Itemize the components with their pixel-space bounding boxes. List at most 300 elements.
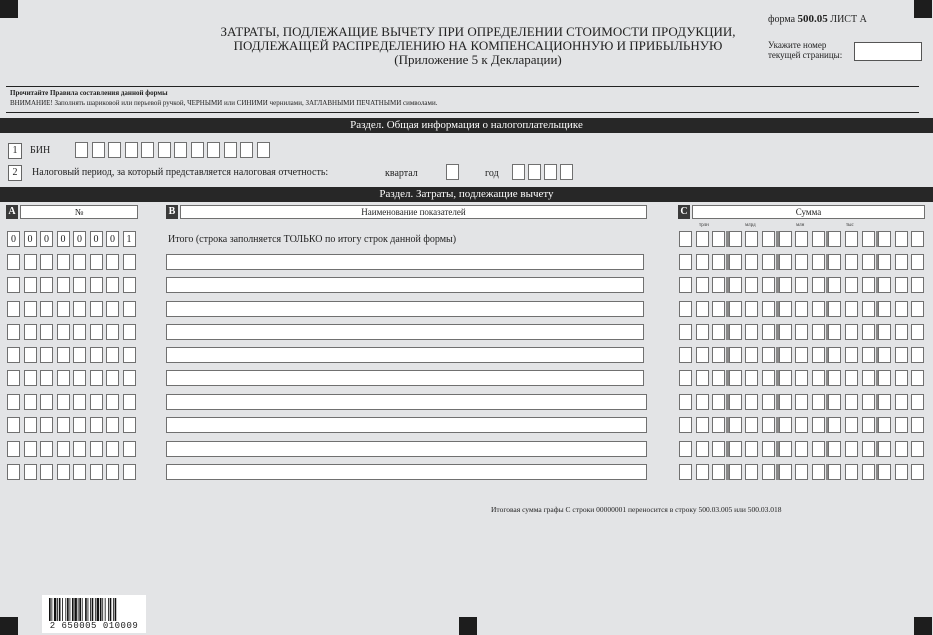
sum-digit-cell[interactable] bbox=[878, 324, 891, 340]
sum-digit-cell[interactable] bbox=[812, 370, 825, 386]
bin-digit-cell[interactable] bbox=[174, 142, 187, 158]
sum-digit-cell[interactable] bbox=[712, 370, 725, 386]
row-number-cell[interactable] bbox=[24, 254, 37, 270]
row-number-cell[interactable] bbox=[106, 370, 119, 386]
sum-digit-cell[interactable] bbox=[812, 464, 825, 480]
row-number-cell[interactable] bbox=[106, 417, 119, 433]
sum-digit-cell[interactable] bbox=[895, 301, 908, 317]
sum-digit-cell[interactable] bbox=[779, 324, 792, 340]
sum-digit-cell[interactable] bbox=[911, 394, 924, 410]
row-number-cell[interactable] bbox=[106, 277, 119, 293]
sum-digit-cell[interactable] bbox=[779, 394, 792, 410]
sum-digit-cell[interactable] bbox=[828, 417, 841, 433]
sum-digit-cell[interactable] bbox=[795, 347, 808, 363]
sum-digit-cell[interactable] bbox=[729, 231, 742, 247]
sum-digit-cell[interactable] bbox=[828, 464, 841, 480]
sum-digit-cell[interactable] bbox=[812, 417, 825, 433]
indicator-name-input[interactable] bbox=[166, 370, 644, 386]
bin-digit-cell[interactable] bbox=[257, 142, 270, 158]
sum-digit-cell[interactable] bbox=[712, 231, 725, 247]
rules-notice: Прочитайте Правила составления данной формы bbox=[10, 89, 168, 97]
sum-digit-cell[interactable] bbox=[911, 324, 924, 340]
sum-digit-cell[interactable] bbox=[679, 324, 692, 340]
sum-digit-cell[interactable] bbox=[729, 324, 742, 340]
sum-digit-cell[interactable] bbox=[795, 324, 808, 340]
sum-digit-cell[interactable] bbox=[845, 231, 858, 247]
row-number-cell[interactable] bbox=[57, 370, 70, 386]
sum-digit-cell[interactable] bbox=[828, 394, 841, 410]
sum-digit-cell[interactable] bbox=[779, 277, 792, 293]
row-number-cell[interactable] bbox=[73, 417, 86, 433]
sum-digit-cell[interactable] bbox=[878, 370, 891, 386]
indicator-name-input[interactable] bbox=[166, 324, 644, 340]
form-code-number: 500.05 bbox=[797, 13, 828, 25]
indicator-name-input[interactable] bbox=[166, 301, 644, 317]
tax-period-label: Налоговый период, за который представляется налоговая отчетность: bbox=[32, 167, 329, 178]
sum-digit-cell[interactable] bbox=[779, 417, 792, 433]
sum-digit-cell[interactable] bbox=[696, 231, 709, 247]
sum-digit-cell[interactable] bbox=[745, 417, 758, 433]
indicator-name-input[interactable] bbox=[166, 394, 647, 410]
sum-digit-cell[interactable] bbox=[878, 277, 891, 293]
indicator-name-input[interactable] bbox=[166, 417, 647, 433]
sum-digit-cell[interactable] bbox=[729, 254, 742, 270]
bin-label: БИН bbox=[30, 145, 51, 156]
sum-digit-cell[interactable] bbox=[795, 464, 808, 480]
sum-digit-cell[interactable] bbox=[745, 394, 758, 410]
row-number-cell[interactable] bbox=[24, 441, 37, 457]
sum-digit-cell[interactable] bbox=[745, 254, 758, 270]
section-header-costs: Раздел. Затраты, подлежащие вычету bbox=[0, 187, 933, 202]
sum-digit-cell[interactable] bbox=[779, 370, 792, 386]
sum-digit-cell[interactable] bbox=[895, 417, 908, 433]
sum-digit-cell[interactable] bbox=[828, 370, 841, 386]
row-number-cell[interactable] bbox=[73, 464, 86, 480]
row-number-cell[interactable] bbox=[7, 324, 20, 340]
sum-digit-cell[interactable] bbox=[712, 277, 725, 293]
sum-digit-cell[interactable] bbox=[762, 370, 775, 386]
row-number-cell[interactable] bbox=[73, 441, 86, 457]
sum-digit-cell[interactable] bbox=[862, 254, 875, 270]
sum-digit-cell[interactable] bbox=[679, 254, 692, 270]
sum-digit-cell[interactable] bbox=[712, 254, 725, 270]
row-number-cell[interactable] bbox=[90, 301, 103, 317]
bin-digit-cell[interactable] bbox=[240, 142, 253, 158]
sum-digit-cell[interactable] bbox=[779, 464, 792, 480]
bin-digit-cell[interactable] bbox=[141, 142, 154, 158]
sum-digit-cell[interactable] bbox=[679, 231, 692, 247]
sum-digit-cell[interactable] bbox=[729, 301, 742, 317]
row-number-cell[interactable] bbox=[90, 394, 103, 410]
sum-digit-cell[interactable] bbox=[862, 417, 875, 433]
sum-digit-cell[interactable] bbox=[795, 370, 808, 386]
title-line-2: ПОДЛЕЖАЩЕЙ РАСПРЕДЕЛЕНИЮ НА КОМПЕНСАЦИОННУЮ И ПРИБЫЛЬНУЮ bbox=[233, 38, 723, 53]
row-number-cell[interactable] bbox=[123, 301, 136, 317]
sum-digit-cell[interactable] bbox=[745, 464, 758, 480]
bin-digit-cell[interactable] bbox=[75, 142, 88, 158]
row-number-cell[interactable] bbox=[7, 301, 20, 317]
barcode-bar bbox=[65, 598, 66, 621]
page-number-label bbox=[768, 40, 854, 60]
sum-digit-cell[interactable] bbox=[779, 254, 792, 270]
sum-digit-cell[interactable] bbox=[745, 441, 758, 457]
row-number-cell[interactable] bbox=[24, 277, 37, 293]
sum-digit-cell[interactable] bbox=[878, 441, 891, 457]
sum-digit-cell[interactable] bbox=[911, 464, 924, 480]
row-number-cell[interactable] bbox=[106, 347, 119, 363]
row-number-cell[interactable] bbox=[123, 441, 136, 457]
row-number-cell[interactable] bbox=[123, 347, 136, 363]
row-number-cell[interactable] bbox=[40, 277, 53, 293]
row-number-cell[interactable] bbox=[90, 441, 103, 457]
row-number-cell[interactable] bbox=[123, 417, 136, 433]
sum-digit-cell[interactable] bbox=[679, 441, 692, 457]
sum-digit-cell[interactable] bbox=[762, 231, 775, 247]
row-number-cell[interactable] bbox=[106, 324, 119, 340]
page-label-line-1: Укажите номер bbox=[768, 40, 827, 50]
sum-digit-cell[interactable] bbox=[712, 441, 725, 457]
sum-digit-cell[interactable] bbox=[712, 394, 725, 410]
sum-digit-cell[interactable] bbox=[729, 347, 742, 363]
sum-digit-cell[interactable] bbox=[895, 231, 908, 247]
bin-digit-cell[interactable] bbox=[125, 142, 138, 158]
sum-digit-cell[interactable] bbox=[828, 231, 841, 247]
row-number-cell[interactable] bbox=[123, 254, 136, 270]
row-number-cell[interactable] bbox=[57, 417, 70, 433]
sum-digit-cell[interactable] bbox=[878, 254, 891, 270]
sum-digit-cell[interactable] bbox=[679, 277, 692, 293]
sum-digit-cell[interactable] bbox=[895, 464, 908, 480]
row-number-cell[interactable] bbox=[106, 464, 119, 480]
sum-digit-cell[interactable] bbox=[862, 394, 875, 410]
sum-digit-cell[interactable] bbox=[895, 394, 908, 410]
sum-digit-cell[interactable] bbox=[696, 301, 709, 317]
row-number-cell[interactable] bbox=[7, 277, 20, 293]
row-number-cell[interactable] bbox=[7, 370, 20, 386]
sum-digit-cell[interactable] bbox=[679, 464, 692, 480]
sum-digit-cell[interactable] bbox=[862, 277, 875, 293]
sum-digit-cell[interactable] bbox=[696, 370, 709, 386]
row-number-cell[interactable] bbox=[57, 254, 70, 270]
sum-digit-cell[interactable] bbox=[812, 324, 825, 340]
sum-digit-cell[interactable] bbox=[828, 301, 841, 317]
sum-digit-cell[interactable] bbox=[862, 464, 875, 480]
barcode-bar bbox=[95, 598, 96, 621]
sum-digit-cell[interactable] bbox=[696, 254, 709, 270]
year-digit-cell[interactable] bbox=[560, 164, 573, 180]
row-number-cell[interactable] bbox=[24, 394, 37, 410]
sum-digit-cell[interactable] bbox=[696, 441, 709, 457]
sum-digit-cell[interactable] bbox=[878, 231, 891, 247]
bin-digit-cell[interactable] bbox=[224, 142, 237, 158]
sum-digit-cell[interactable] bbox=[679, 394, 692, 410]
sum-digit-cell[interactable] bbox=[878, 417, 891, 433]
row-number-cell[interactable] bbox=[7, 464, 20, 480]
sum-digit-cell[interactable] bbox=[745, 277, 758, 293]
sum-digit-cell[interactable] bbox=[795, 441, 808, 457]
sum-digit-cell[interactable] bbox=[895, 254, 908, 270]
total-row-number-cell[interactable]: 0 bbox=[90, 231, 103, 247]
year-digit-cell[interactable] bbox=[512, 164, 525, 180]
sum-digit-cell[interactable] bbox=[679, 370, 692, 386]
total-row-number-cell[interactable]: 0 bbox=[24, 231, 37, 247]
sum-digit-cell[interactable] bbox=[729, 417, 742, 433]
row-number-cell[interactable] bbox=[40, 347, 53, 363]
sum-digit-cell[interactable] bbox=[679, 301, 692, 317]
row-number-cell[interactable] bbox=[57, 394, 70, 410]
sum-digit-cell[interactable] bbox=[878, 301, 891, 317]
row-number-cell[interactable] bbox=[24, 370, 37, 386]
sum-digit-cell[interactable] bbox=[795, 394, 808, 410]
sum-digit-cell[interactable] bbox=[828, 277, 841, 293]
barcode-bar bbox=[90, 598, 91, 621]
row-number-cell[interactable] bbox=[40, 417, 53, 433]
sum-digit-cell[interactable] bbox=[795, 277, 808, 293]
sum-digit-cell[interactable] bbox=[845, 277, 858, 293]
sum-digit-cell[interactable] bbox=[911, 301, 924, 317]
sum-digit-cell[interactable] bbox=[779, 301, 792, 317]
barcode-bar bbox=[92, 598, 94, 621]
sum-digit-cell[interactable] bbox=[712, 324, 725, 340]
row-number-cell[interactable] bbox=[123, 277, 136, 293]
row-number-cell[interactable] bbox=[24, 464, 37, 480]
page-number-input[interactable] bbox=[854, 42, 922, 61]
sum-digit-cell[interactable] bbox=[845, 324, 858, 340]
sum-digit-cell[interactable] bbox=[762, 277, 775, 293]
row-number-cell[interactable] bbox=[106, 441, 119, 457]
row-number-cell[interactable] bbox=[106, 254, 119, 270]
row-number-cell[interactable] bbox=[73, 301, 86, 317]
sum-digit-cell[interactable] bbox=[812, 231, 825, 247]
sum-digit-cell[interactable] bbox=[795, 417, 808, 433]
row-number-cell[interactable] bbox=[106, 394, 119, 410]
barcode-bar bbox=[70, 598, 71, 621]
indicator-name-input[interactable] bbox=[166, 347, 644, 363]
row-number-cell[interactable] bbox=[57, 441, 70, 457]
sum-digit-cell[interactable] bbox=[911, 231, 924, 247]
sum-digit-cell[interactable] bbox=[696, 464, 709, 480]
sum-digit-cell[interactable] bbox=[862, 324, 875, 340]
sum-digit-cell[interactable] bbox=[845, 254, 858, 270]
sum-digit-cell[interactable] bbox=[878, 464, 891, 480]
sum-digit-cell[interactable] bbox=[895, 277, 908, 293]
row-number-cell[interactable] bbox=[90, 324, 103, 340]
sum-digit-cell[interactable] bbox=[762, 417, 775, 433]
sum-digit-cell[interactable] bbox=[895, 347, 908, 363]
sum-digit-cell[interactable] bbox=[745, 347, 758, 363]
sum-digit-cell[interactable] bbox=[712, 417, 725, 433]
row-number-cell[interactable] bbox=[57, 347, 70, 363]
sum-digit-cell[interactable] bbox=[729, 441, 742, 457]
sum-digit-cell[interactable] bbox=[911, 347, 924, 363]
sum-digit-cell[interactable] bbox=[895, 441, 908, 457]
sum-digit-cell[interactable] bbox=[696, 324, 709, 340]
sum-digit-cell[interactable] bbox=[911, 417, 924, 433]
barcode-bar bbox=[79, 598, 81, 621]
sum-digit-cell[interactable] bbox=[795, 231, 808, 247]
total-row-number-cell[interactable]: 0 bbox=[7, 231, 20, 247]
row-number-cell[interactable] bbox=[73, 324, 86, 340]
sum-digit-cell[interactable] bbox=[911, 277, 924, 293]
sum-digit-cell[interactable] bbox=[812, 347, 825, 363]
row-number-cell[interactable] bbox=[57, 277, 70, 293]
total-row-number-cell[interactable]: 0 bbox=[106, 231, 119, 247]
sum-digit-cell[interactable] bbox=[745, 324, 758, 340]
sum-digit-cell[interactable] bbox=[762, 324, 775, 340]
sum-digit-cell[interactable] bbox=[762, 464, 775, 480]
sum-digit-cell[interactable] bbox=[729, 464, 742, 480]
sum-digit-cell[interactable] bbox=[712, 464, 725, 480]
indicator-name-input[interactable] bbox=[166, 464, 647, 480]
sum-digit-cell[interactable] bbox=[828, 347, 841, 363]
year-digit-cell[interactable] bbox=[544, 164, 557, 180]
row-number-cell[interactable] bbox=[7, 254, 20, 270]
indicator-name-input[interactable] bbox=[166, 441, 647, 457]
sum-digit-cell[interactable] bbox=[878, 394, 891, 410]
sum-digit-cell[interactable] bbox=[745, 370, 758, 386]
registration-mark bbox=[0, 617, 18, 635]
sum-digit-cell[interactable] bbox=[745, 231, 758, 247]
sum-digit-cell[interactable] bbox=[696, 394, 709, 410]
sum-digit-cell[interactable] bbox=[862, 231, 875, 247]
row-number-cell[interactable] bbox=[40, 301, 53, 317]
barcode-bar bbox=[59, 598, 61, 621]
form-title bbox=[200, 25, 756, 67]
row-number-cell[interactable] bbox=[90, 254, 103, 270]
sum-digit-cell[interactable] bbox=[712, 301, 725, 317]
row-number-cell[interactable] bbox=[123, 394, 136, 410]
sum-digit-cell[interactable] bbox=[795, 254, 808, 270]
sum-digit-cell[interactable] bbox=[862, 441, 875, 457]
sum-digit-cell[interactable] bbox=[729, 277, 742, 293]
row-number-cell[interactable] bbox=[73, 277, 86, 293]
indicator-name-input[interactable] bbox=[166, 277, 644, 293]
year-digit-cell[interactable] bbox=[528, 164, 541, 180]
sum-digit-cell[interactable] bbox=[762, 441, 775, 457]
sum-digit-cell[interactable] bbox=[828, 254, 841, 270]
sum-digit-cell[interactable] bbox=[762, 254, 775, 270]
total-row-number-cell[interactable]: 0 bbox=[40, 231, 53, 247]
row-number-cell[interactable] bbox=[40, 370, 53, 386]
row-number-cell[interactable] bbox=[7, 347, 20, 363]
row-number-cell[interactable] bbox=[123, 464, 136, 480]
indicator-name-input[interactable] bbox=[166, 254, 644, 270]
sum-digit-cell[interactable] bbox=[696, 417, 709, 433]
row-number-cell[interactable] bbox=[106, 301, 119, 317]
row-number-cell[interactable] bbox=[90, 347, 103, 363]
sum-digit-cell[interactable] bbox=[878, 347, 891, 363]
row-number-cell[interactable] bbox=[73, 254, 86, 270]
row-number-cell[interactable] bbox=[7, 441, 20, 457]
row-number-cell[interactable] bbox=[40, 254, 53, 270]
barcode-bar bbox=[115, 598, 117, 621]
bin-digit-cell[interactable] bbox=[158, 142, 171, 158]
sum-digit-cell[interactable] bbox=[812, 254, 825, 270]
sum-digit-cell[interactable] bbox=[895, 324, 908, 340]
row-number-cell[interactable] bbox=[73, 394, 86, 410]
sum-digit-cell[interactable] bbox=[845, 441, 858, 457]
sum-digit-cell[interactable] bbox=[762, 394, 775, 410]
sum-digit-cell[interactable] bbox=[729, 394, 742, 410]
sum-digit-cell[interactable] bbox=[862, 347, 875, 363]
row-number-cell[interactable] bbox=[123, 324, 136, 340]
row-number-cell[interactable] bbox=[90, 464, 103, 480]
quarter-input[interactable] bbox=[446, 164, 459, 180]
sum-digit-cell[interactable] bbox=[812, 394, 825, 410]
sum-digit-cell[interactable] bbox=[911, 441, 924, 457]
row-number-cell[interactable] bbox=[40, 394, 53, 410]
row-number-cell[interactable] bbox=[24, 301, 37, 317]
sum-digit-cell[interactable] bbox=[828, 324, 841, 340]
row-number-cell[interactable] bbox=[73, 370, 86, 386]
sum-digit-cell[interactable] bbox=[712, 347, 725, 363]
bin-digit-cell[interactable] bbox=[92, 142, 105, 158]
row-number-cell[interactable] bbox=[73, 347, 86, 363]
row-number-cell[interactable] bbox=[40, 464, 53, 480]
sum-digit-cell[interactable] bbox=[862, 370, 875, 386]
sum-digit-cell[interactable] bbox=[762, 347, 775, 363]
sum-digit-cell[interactable] bbox=[895, 370, 908, 386]
row-number-cell[interactable] bbox=[57, 301, 70, 317]
row-number-cell[interactable] bbox=[90, 370, 103, 386]
row-number-cell[interactable] bbox=[7, 394, 20, 410]
sum-digit-cell[interactable] bbox=[795, 301, 808, 317]
sum-digit-cell[interactable] bbox=[762, 301, 775, 317]
row-number-cell[interactable] bbox=[24, 324, 37, 340]
sum-digit-cell[interactable] bbox=[911, 254, 924, 270]
sum-digit-cell[interactable] bbox=[812, 441, 825, 457]
bin-digit-cell[interactable] bbox=[191, 142, 204, 158]
row-number-cell[interactable] bbox=[57, 324, 70, 340]
row-number-cell[interactable] bbox=[24, 347, 37, 363]
row-number-cell[interactable] bbox=[24, 417, 37, 433]
sum-digit-cell[interactable] bbox=[812, 277, 825, 293]
sum-digit-cell[interactable] bbox=[779, 441, 792, 457]
sum-digit-cell[interactable] bbox=[845, 301, 858, 317]
row-number-cell[interactable] bbox=[40, 324, 53, 340]
row-number-cell[interactable] bbox=[123, 370, 136, 386]
row-number-cell[interactable] bbox=[7, 417, 20, 433]
sum-digit-cell[interactable] bbox=[911, 370, 924, 386]
sum-digit-cell[interactable] bbox=[779, 231, 792, 247]
row-number-cell[interactable] bbox=[57, 464, 70, 480]
sum-digit-cell[interactable] bbox=[679, 417, 692, 433]
sum-digit-cell[interactable] bbox=[679, 347, 692, 363]
sum-digit-cell[interactable] bbox=[812, 301, 825, 317]
sum-digit-cell[interactable] bbox=[779, 347, 792, 363]
total-row-number-cell[interactable]: 1 bbox=[123, 231, 136, 247]
sum-digit-cell[interactable] bbox=[729, 370, 742, 386]
sum-digit-cell[interactable] bbox=[696, 277, 709, 293]
sum-digit-cell[interactable] bbox=[828, 441, 841, 457]
sum-digit-cell[interactable] bbox=[862, 301, 875, 317]
total-row-number-cell[interactable]: 0 bbox=[73, 231, 86, 247]
sum-digit-cell[interactable] bbox=[845, 464, 858, 480]
bin-digit-cell[interactable] bbox=[108, 142, 121, 158]
row-number-cell[interactable] bbox=[90, 277, 103, 293]
sum-digit-cell[interactable] bbox=[745, 301, 758, 317]
sum-digit-cell[interactable] bbox=[845, 417, 858, 433]
total-row-number-cell[interactable]: 0 bbox=[57, 231, 70, 247]
row-number-cell[interactable] bbox=[90, 417, 103, 433]
sum-digit-cell[interactable] bbox=[696, 347, 709, 363]
sum-digit-cell[interactable] bbox=[845, 370, 858, 386]
sum-digit-cell[interactable] bbox=[845, 347, 858, 363]
row-number-cell[interactable] bbox=[40, 441, 53, 457]
sum-digit-cell[interactable] bbox=[845, 394, 858, 410]
group-label-thousand: тыс bbox=[846, 223, 854, 228]
bin-digit-cell[interactable] bbox=[207, 142, 220, 158]
